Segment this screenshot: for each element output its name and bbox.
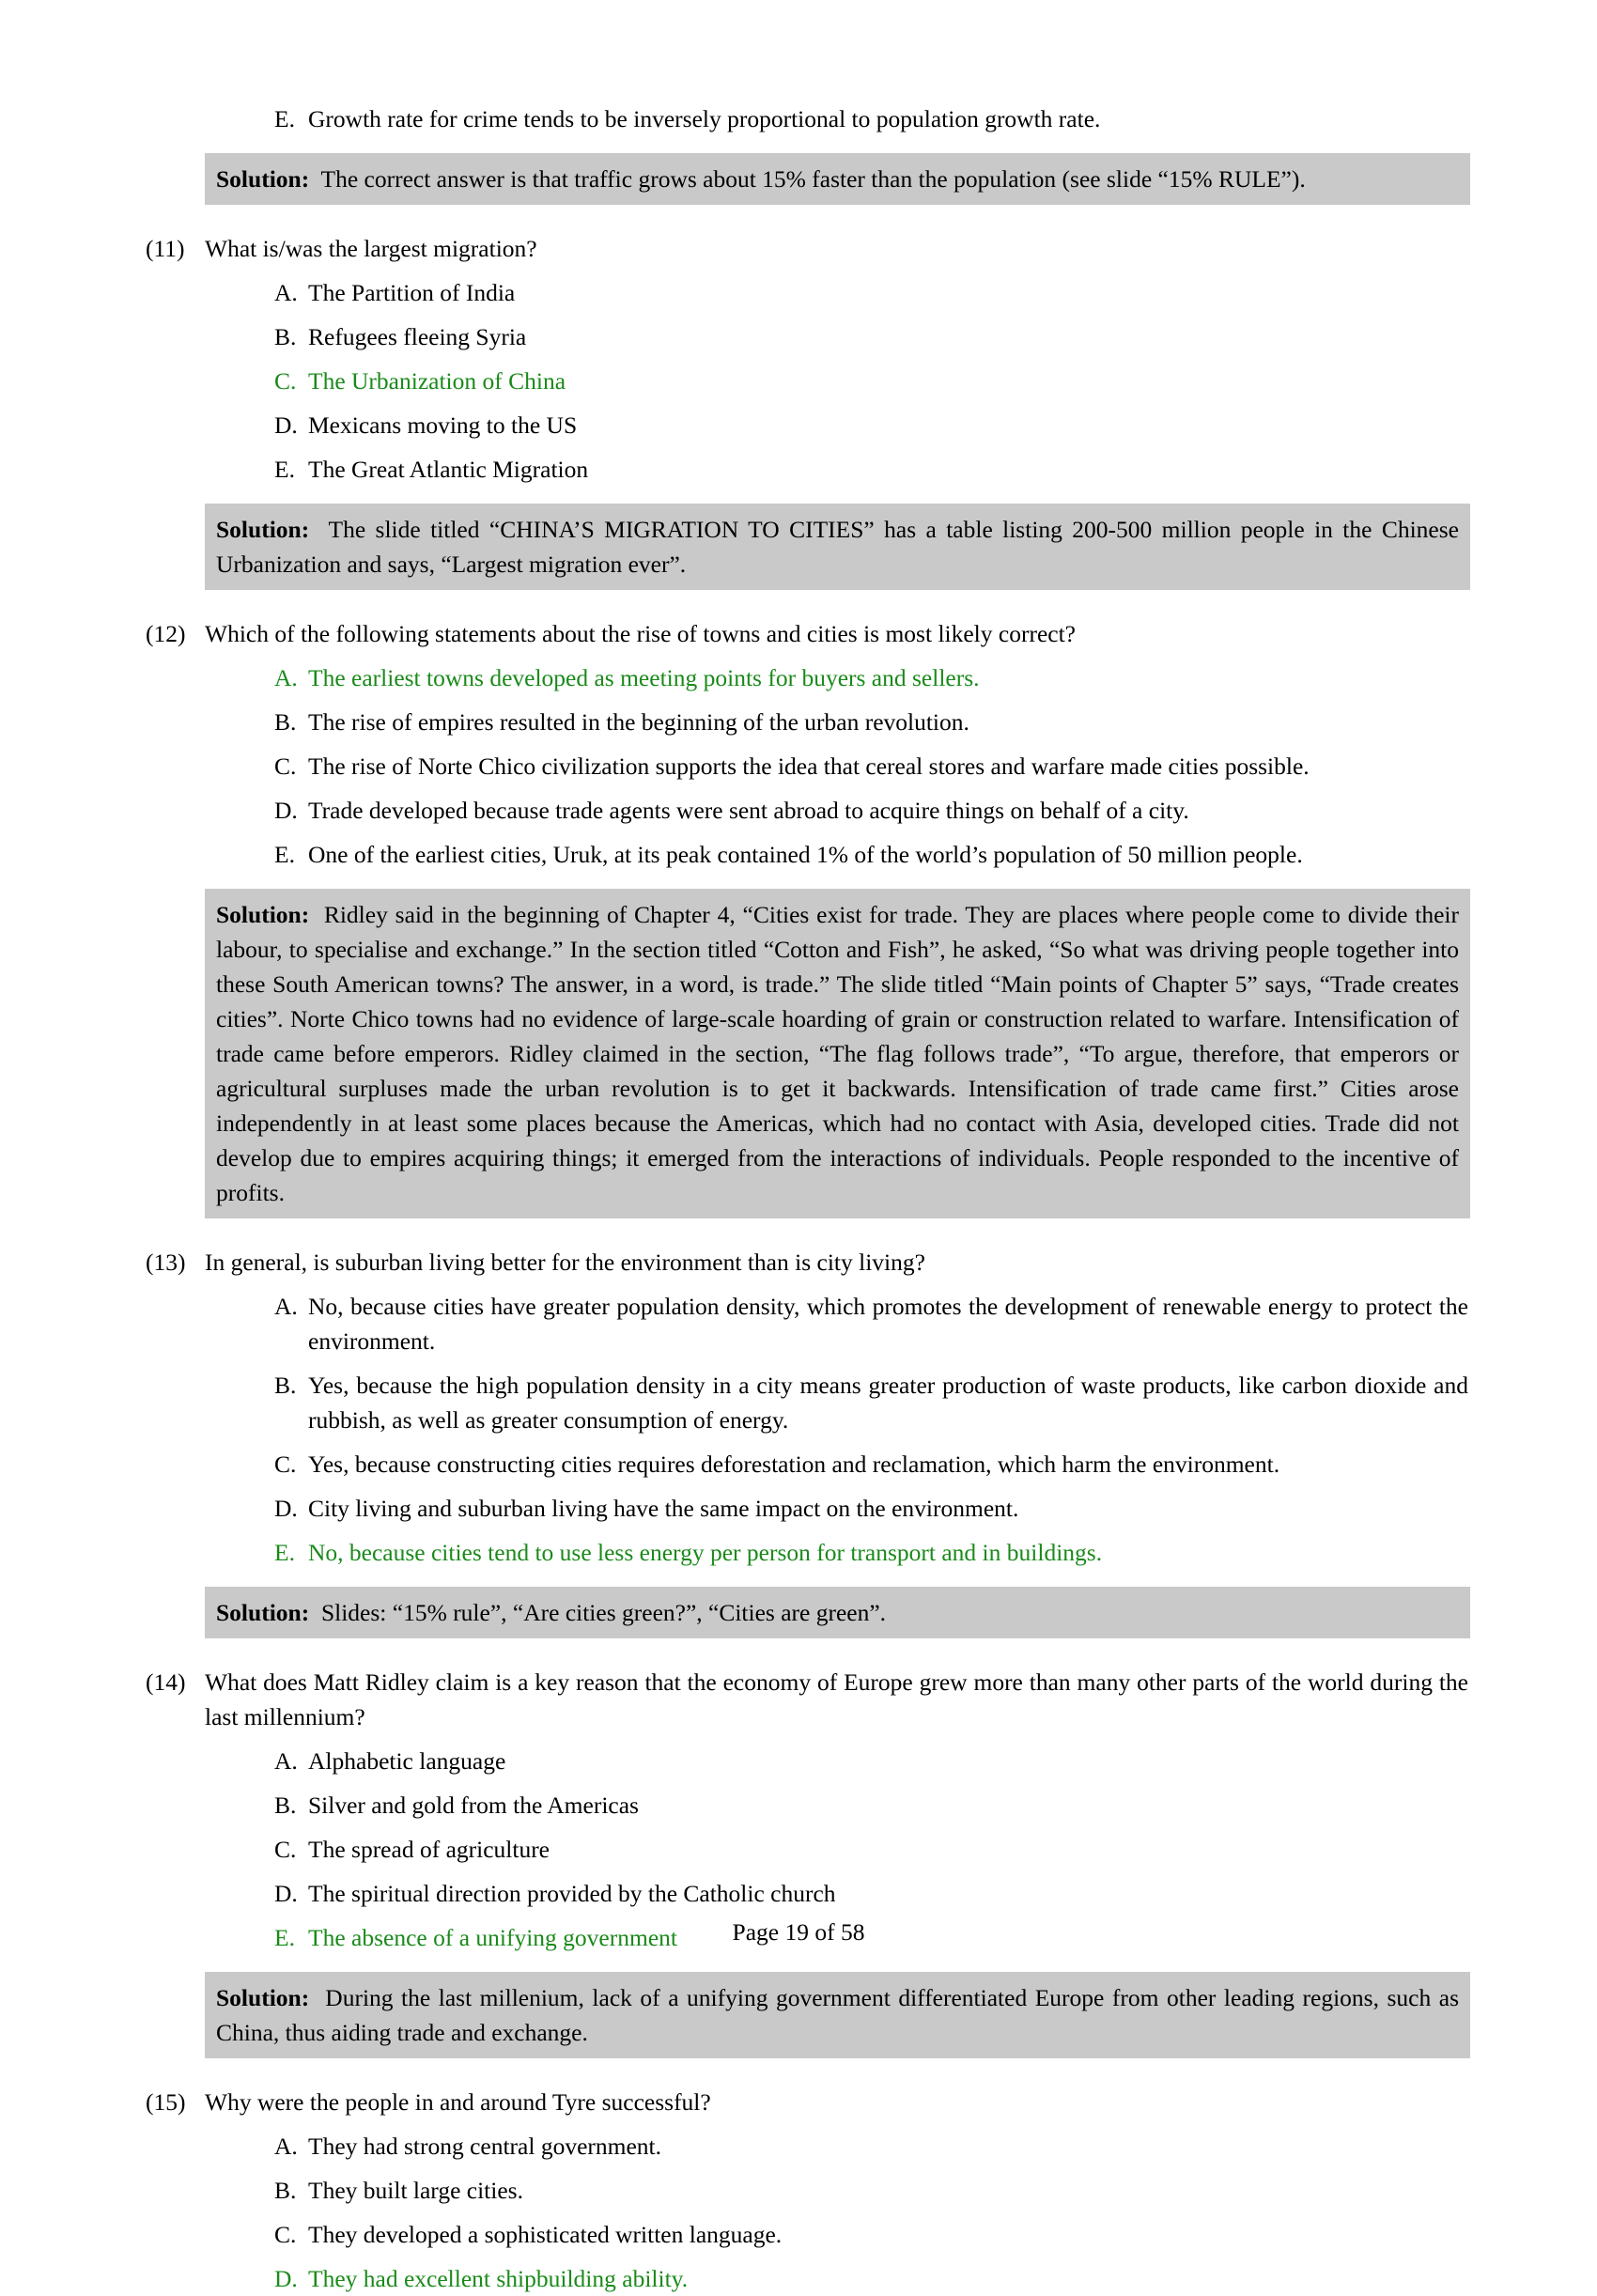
option-letter: E. — [274, 1539, 295, 1566]
solution-label: Solution: — [216, 516, 310, 543]
option-letter: D. — [274, 411, 298, 439]
option-letter: B. — [274, 2177, 297, 2204]
option-list — [146, 275, 1470, 487]
option-letter: D. — [274, 1495, 298, 1522]
solution-box — [205, 153, 1470, 205]
solution-text: The correct answer is that traffic grows about 15% faster than the population (see slide “15% RULE”). — [320, 165, 1306, 193]
question-heading — [146, 616, 1470, 651]
solution-box — [205, 504, 1470, 590]
spacer — [146, 1570, 1470, 1587]
question-12 — [146, 616, 1470, 1218]
list-item[interactable] — [146, 1876, 1470, 1911]
option-letter: D. — [274, 797, 298, 824]
spacer — [146, 1218, 1470, 1245]
spacer — [146, 2058, 1470, 2085]
list-item[interactable] — [146, 2217, 1470, 2252]
option-letter: C. — [274, 367, 297, 395]
question-13 — [146, 1245, 1470, 1638]
question-number: (13) — [146, 1249, 186, 1276]
option-text: Yes, because constructing cities requires deforestation and reclamation, which harm the environment. — [308, 1451, 1280, 1478]
list-item[interactable] — [146, 1289, 1470, 1358]
option-text: The Great Atlantic Migration — [308, 456, 589, 483]
page-footer — [0, 1916, 1597, 1948]
list-item[interactable] — [146, 2173, 1470, 2208]
option-letter: A. — [274, 664, 298, 691]
solution-label: Solution: — [216, 1599, 310, 1626]
question-text: What is/was the largest migration? — [205, 235, 537, 262]
option-letter: B. — [274, 323, 297, 350]
question-15 — [146, 2085, 1470, 2296]
option-list — [146, 1289, 1470, 1570]
question-number: (14) — [146, 1668, 186, 1696]
option-text: They had excellent shipbuilding ability. — [308, 2265, 689, 2292]
option-text: Growth rate for crime tends to be inversely proportional to population growth rate. — [308, 105, 1101, 132]
option-letter: B. — [274, 1372, 297, 1399]
solution-text: Slides: “15% rule”, “Are cities green?”, “Cities are green”. — [320, 1599, 887, 1626]
spacer — [146, 1955, 1470, 1972]
option-text: Refugees fleeing Syria — [308, 323, 527, 350]
option-letter: D. — [274, 1880, 298, 1907]
option-text: The rise of empires resulted in the beginning of the urban revolution. — [308, 708, 969, 736]
solution-box — [205, 1587, 1470, 1638]
question-heading — [146, 1665, 1470, 1734]
solution-text: The slide titled “CHINA’S MIGRATION TO CITIES” has a table listing 200-500 million people in the Chinese Urbanization and says, “Largest migration ever”. — [216, 516, 1459, 578]
question-11 — [146, 231, 1470, 590]
list-item[interactable] — [146, 1744, 1470, 1778]
solution-box — [205, 1972, 1470, 2058]
list-item — [146, 101, 1470, 136]
spacer — [146, 1638, 1470, 1665]
question-number: (11) — [146, 235, 185, 262]
option-text: They had strong central government. — [308, 2133, 662, 2160]
option-text: The spiritual direction provided by the Catholic church — [308, 1880, 836, 1907]
option-text: No, because cities have greater population density, which promotes the development of renewable energy to protect the environment. — [308, 1293, 1468, 1355]
option-letter: A. — [274, 2133, 298, 2160]
solution-label: Solution: — [216, 901, 310, 928]
list-item[interactable] — [146, 408, 1470, 442]
option-text: The Partition of India — [308, 279, 516, 306]
option-text: No, because cities tend to use less energy per person for transport and in buildings. — [308, 1539, 1103, 1566]
option-letter: C. — [274, 752, 297, 780]
question-number: (12) — [146, 620, 186, 647]
option-text: Alphabetic language — [308, 1747, 506, 1775]
question-text: In general, is suburban living better for the environment than is city living? — [205, 1249, 925, 1276]
spacer — [146, 205, 1470, 231]
option-letter: E. — [274, 456, 295, 483]
question-text: Which of the following statements about the rise of towns and cities is most likely correct? — [205, 620, 1076, 647]
solution-box — [205, 889, 1470, 1218]
option-text: The spread of agriculture — [308, 1836, 550, 1863]
option-letter: E. — [274, 841, 295, 868]
solution-label: Solution: — [216, 165, 310, 193]
question-number: (15) — [146, 2088, 186, 2116]
list-item[interactable] — [146, 2129, 1470, 2164]
option-letter: C. — [274, 2221, 297, 2248]
option-text: Silver and gold from the Americas — [308, 1792, 639, 1819]
list-item-correct[interactable] — [146, 1535, 1470, 1570]
list-item[interactable] — [146, 793, 1470, 828]
spacer — [146, 872, 1470, 889]
list-item[interactable] — [146, 1491, 1470, 1526]
list-item[interactable] — [146, 1788, 1470, 1823]
option-text: Trade developed because trade agents were sent abroad to acquire things on behalf of a city. — [308, 797, 1189, 824]
list-item[interactable] — [146, 749, 1470, 783]
solution-text: During the last millenium, lack of a unifying government differentiated Europe from other leading regions, such as China, thus aiding trade and exchange. — [216, 1984, 1460, 2046]
spacer — [146, 136, 1470, 153]
option-text: Yes, because the high population density in a city means greater production of waste products, like carbon dioxide and rubbish, as well as greater consumption of energy. — [308, 1372, 1468, 1434]
solution-text: Ridley said in the beginning of Chapter 4, “Cities exist for trade. They are places where people come to divide their labour, to specialise and exchange.” In the section titled “Cotton and Fish”, he asked, “So what was driving people together into these South American towns? The answer, in a word, is trade.” The slide titled “Main points of Chapter 5” says, “Trade creates cities”. Norte Chico towns had no evidence of large-scale hoarding of grain or construction related to warfare. Intensification of trade came before emperors. Ridley claimed in the section, “The flag follows trade”, “To argue, therefore, that emperors or agricultural surpluses made the urban revolution is to get it backwards. Intensification of trade came first.” Cities arose independently in at least some places because the Americas, which had no contact with Asia, developed cities. Trade did not develop due to empires acquiring things; it emerged from the interactions of individuals. People responded to the incentive of profits. — [216, 901, 1459, 1206]
list-item[interactable] — [146, 319, 1470, 354]
list-item-correct[interactable] — [146, 364, 1470, 398]
option-letter: C. — [274, 1836, 297, 1863]
list-item-correct[interactable] — [146, 2261, 1470, 2296]
option-text: The absence of a unifying government — [308, 1924, 677, 1951]
option-letter: C. — [274, 1451, 297, 1478]
option-text: One of the earliest cities, Uruk, at its peak contained 1% of the world’s population of 50 million people. — [308, 841, 1303, 868]
option-text: They built large cities. — [308, 2177, 523, 2204]
option-text: They developed a sophisticated written language. — [308, 2221, 783, 2248]
option-list — [146, 660, 1470, 872]
option-text: City living and suburban living have the same impact on the environment. — [308, 1495, 1019, 1522]
list-item[interactable] — [146, 1447, 1470, 1482]
question-14 — [146, 1665, 1470, 2058]
question-text: Why were the people in and around Tyre successful? — [205, 2088, 711, 2116]
question-heading — [146, 231, 1470, 266]
option-text: The earliest towns developed as meeting points for buyers and sellers. — [308, 664, 980, 691]
list-item-correct[interactable] — [146, 660, 1470, 695]
question-heading — [146, 2085, 1470, 2119]
list-item[interactable] — [146, 837, 1470, 872]
list-item[interactable] — [146, 452, 1470, 487]
option-text: The rise of Norte Chico civilization supports the idea that cereal stores and warfare made cities possible. — [308, 752, 1310, 780]
page-content — [146, 101, 1470, 2296]
option-letter: A. — [274, 1293, 298, 1320]
option-letter: B. — [274, 708, 297, 736]
list-item[interactable] — [146, 1832, 1470, 1867]
option-letter: B. — [274, 1792, 297, 1819]
spacer — [146, 590, 1470, 616]
page-number-label: Page 19 of 58 — [732, 1918, 865, 1946]
option-letter: D. — [274, 2265, 298, 2292]
list-item[interactable] — [146, 705, 1470, 739]
option-letter: A. — [274, 1747, 298, 1775]
option-letter: A. — [274, 279, 298, 306]
option-text: Mexicans moving to the US — [308, 411, 578, 439]
option-list — [146, 2129, 1470, 2296]
option-letter: E. — [274, 1924, 295, 1951]
spacer — [146, 487, 1470, 504]
solution-label: Solution: — [216, 1984, 310, 2011]
option-letter: E. — [274, 105, 295, 132]
list-item[interactable] — [146, 275, 1470, 310]
question-text: What does Matt Ridley claim is a key reason that the economy of Europe grew more than many other parts of the world during the last millennium? — [205, 1668, 1468, 1730]
question-heading — [146, 1245, 1470, 1280]
list-item[interactable] — [146, 1368, 1470, 1437]
option-text: The Urbanization of China — [308, 367, 566, 395]
